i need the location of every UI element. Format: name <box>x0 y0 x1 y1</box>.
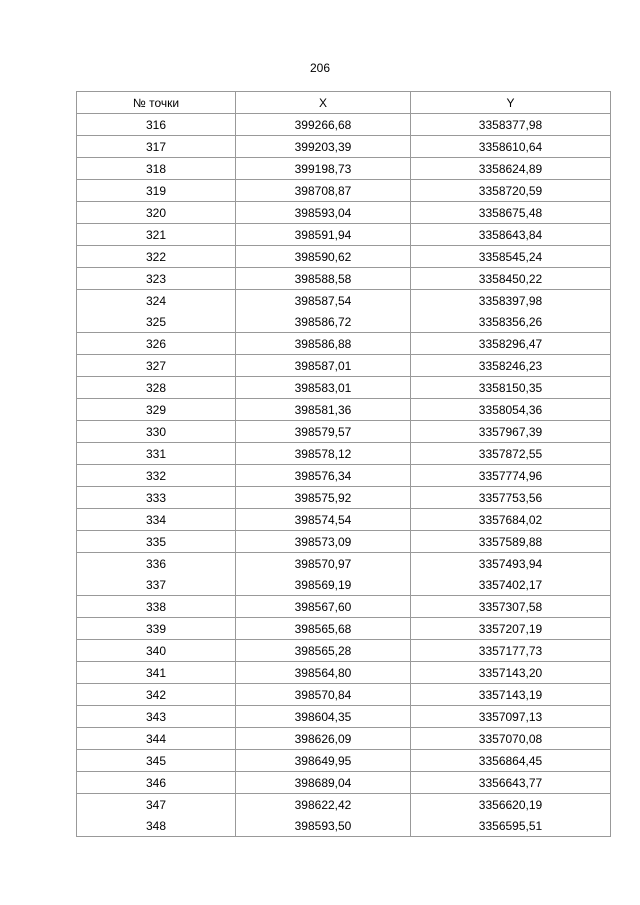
point-number-cell: 332 <box>77 465 236 487</box>
x-cell: 398586,88 <box>236 333 411 355</box>
point-number-cell: 318 <box>77 158 236 180</box>
x-cell: 398583,01 <box>236 377 411 399</box>
y-cell: 3358054,36 <box>411 399 611 421</box>
x-cell: 398570,84 <box>236 684 411 706</box>
point-number-cell: 326 <box>77 333 236 355</box>
table-row <box>77 377 611 399</box>
point-number-cell: 346 <box>77 772 236 794</box>
y-cell: 3357207,19 <box>411 618 611 640</box>
y-cell: 3358296,47 <box>411 333 611 355</box>
y-cell: 3356620,19 <box>411 794 611 816</box>
y-cell: 3357589,88 <box>411 531 611 553</box>
table-row <box>77 574 611 596</box>
x-cell: 398590,62 <box>236 246 411 268</box>
y-cell: 3358246,23 <box>411 355 611 377</box>
y-cell: 3358720,59 <box>411 180 611 202</box>
x-cell: 398622,42 <box>236 794 411 816</box>
y-cell: 3358675,48 <box>411 202 611 224</box>
x-cell: 398569,19 <box>236 574 411 596</box>
y-cell: 3357872,55 <box>411 443 611 465</box>
point-number-cell: 321 <box>77 224 236 246</box>
y-cell: 3357143,20 <box>411 662 611 684</box>
table-row <box>77 487 611 509</box>
x-cell: 398591,94 <box>236 224 411 246</box>
x-cell: 398604,35 <box>236 706 411 728</box>
point-number-cell: 344 <box>77 728 236 750</box>
table-row <box>77 180 611 202</box>
table-row <box>77 355 611 377</box>
point-number-cell: 323 <box>77 268 236 290</box>
table-row <box>77 553 611 575</box>
point-number-cell: 340 <box>77 640 236 662</box>
x-cell: 398586,72 <box>236 311 411 333</box>
point-number-cell: 316 <box>77 114 236 136</box>
point-number-cell: 329 <box>77 399 236 421</box>
table-row <box>77 202 611 224</box>
x-cell: 398708,87 <box>236 180 411 202</box>
y-cell: 3356864,45 <box>411 750 611 772</box>
table-row <box>77 750 611 772</box>
x-cell: 398587,01 <box>236 355 411 377</box>
x-cell: 398689,04 <box>236 772 411 794</box>
y-cell: 3358450,22 <box>411 268 611 290</box>
point-number-cell: 325 <box>77 311 236 333</box>
point-number-cell: 333 <box>77 487 236 509</box>
table-row <box>77 311 611 333</box>
table-row <box>77 706 611 728</box>
point-number-cell: 336 <box>77 553 236 575</box>
x-cell: 398570,97 <box>236 553 411 575</box>
table-row <box>77 772 611 794</box>
y-cell: 3357402,17 <box>411 574 611 596</box>
table-row <box>77 158 611 180</box>
x-cell: 398626,09 <box>236 728 411 750</box>
y-cell: 3358624,89 <box>411 158 611 180</box>
y-cell: 3358545,24 <box>411 246 611 268</box>
x-cell: 398578,12 <box>236 443 411 465</box>
y-cell: 3357684,02 <box>411 509 611 531</box>
table-row <box>77 509 611 531</box>
x-cell: 398579,57 <box>236 421 411 443</box>
table-header-row <box>77 92 611 114</box>
point-number-cell: 348 <box>77 815 236 837</box>
x-cell: 398574,54 <box>236 509 411 531</box>
x-cell: 398576,34 <box>236 465 411 487</box>
y-cell: 3357097,13 <box>411 706 611 728</box>
point-number-cell: 331 <box>77 443 236 465</box>
table-row <box>77 421 611 443</box>
point-number-cell: 319 <box>77 180 236 202</box>
header-y: Y <box>411 92 611 114</box>
table-row <box>77 268 611 290</box>
x-cell: 398573,09 <box>236 531 411 553</box>
x-cell: 399266,68 <box>236 114 411 136</box>
table-row <box>77 224 611 246</box>
x-cell: 398565,28 <box>236 640 411 662</box>
y-cell: 3357143,19 <box>411 684 611 706</box>
y-cell: 3357493,94 <box>411 553 611 575</box>
header-x: X <box>236 92 411 114</box>
table-row <box>77 815 611 837</box>
x-cell: 399198,73 <box>236 158 411 180</box>
table-row <box>77 290 611 312</box>
y-cell: 3358397,98 <box>411 290 611 312</box>
x-cell: 398588,58 <box>236 268 411 290</box>
x-cell: 398564,80 <box>236 662 411 684</box>
point-number-cell: 320 <box>77 202 236 224</box>
x-cell: 398567,60 <box>236 596 411 618</box>
point-number-cell: 337 <box>77 574 236 596</box>
point-number-cell: 327 <box>77 355 236 377</box>
y-cell: 3357177,73 <box>411 640 611 662</box>
y-cell: 3358150,35 <box>411 377 611 399</box>
point-number-cell: 330 <box>77 421 236 443</box>
x-cell: 399203,39 <box>236 136 411 158</box>
y-cell: 3356643,77 <box>411 772 611 794</box>
table-row <box>77 618 611 640</box>
x-cell: 398593,04 <box>236 202 411 224</box>
table-row <box>77 684 611 706</box>
point-number-cell: 317 <box>77 136 236 158</box>
x-cell: 398593,50 <box>236 815 411 837</box>
table-body <box>77 114 611 837</box>
table-row <box>77 531 611 553</box>
point-number-cell: 341 <box>77 662 236 684</box>
table-row <box>77 399 611 421</box>
y-cell: 3357753,56 <box>411 487 611 509</box>
y-cell: 3358610,64 <box>411 136 611 158</box>
point-number-cell: 328 <box>77 377 236 399</box>
point-number-cell: 338 <box>77 596 236 618</box>
table-row <box>77 640 611 662</box>
table-row <box>77 728 611 750</box>
table-row <box>77 596 611 618</box>
x-cell: 398649,95 <box>236 750 411 772</box>
x-cell: 398581,36 <box>236 399 411 421</box>
page-number: 206 <box>309 61 331 75</box>
table-row <box>77 114 611 136</box>
point-number-cell: 334 <box>77 509 236 531</box>
table-row <box>77 246 611 268</box>
y-cell: 3356595,51 <box>411 815 611 837</box>
point-number-cell: 339 <box>77 618 236 640</box>
table-row <box>77 333 611 355</box>
coordinates-table <box>76 91 611 837</box>
y-cell: 3358377,98 <box>411 114 611 136</box>
header-point-number: № точки <box>77 92 236 114</box>
table-row <box>77 443 611 465</box>
point-number-cell: 335 <box>77 531 236 553</box>
point-number-cell: 347 <box>77 794 236 816</box>
table-row <box>77 794 611 816</box>
x-cell: 398565,68 <box>236 618 411 640</box>
y-cell: 3357070,08 <box>411 728 611 750</box>
point-number-cell: 324 <box>77 290 236 312</box>
point-number-cell: 322 <box>77 246 236 268</box>
table-row <box>77 662 611 684</box>
y-cell: 3357307,58 <box>411 596 611 618</box>
y-cell: 3358356,26 <box>411 311 611 333</box>
point-number-cell: 345 <box>77 750 236 772</box>
point-number-cell: 343 <box>77 706 236 728</box>
y-cell: 3357774,96 <box>411 465 611 487</box>
y-cell: 3357967,39 <box>411 421 611 443</box>
x-cell: 398575,92 <box>236 487 411 509</box>
y-cell: 3358643,84 <box>411 224 611 246</box>
table-row <box>77 465 611 487</box>
point-number-cell: 342 <box>77 684 236 706</box>
x-cell: 398587,54 <box>236 290 411 312</box>
table-row <box>77 136 611 158</box>
